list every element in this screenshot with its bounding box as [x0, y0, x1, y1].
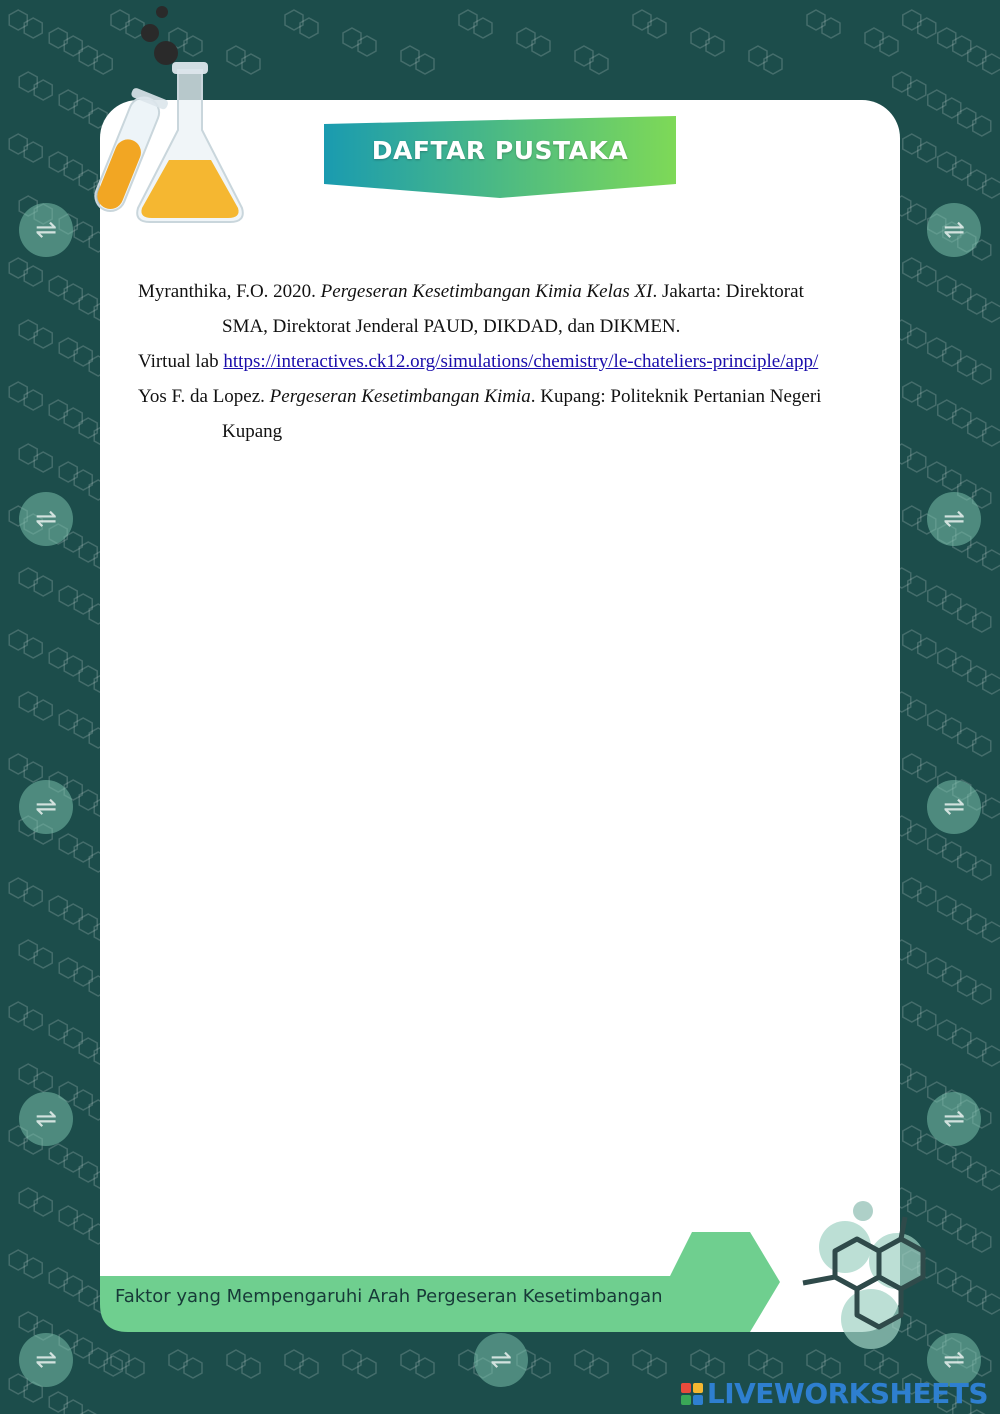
- hexagon-decoration: [59, 586, 92, 614]
- equilibrium-arrows-icon: ⇌: [474, 1333, 528, 1387]
- reference-text: Virtual lab: [138, 351, 224, 372]
- hexagon-decoration: [938, 152, 971, 180]
- hexagon-decoration: [9, 382, 42, 410]
- equilibrium-arrows-icon: ⇌: [19, 1333, 73, 1387]
- liveworksheets-logo-icon: [681, 1383, 703, 1405]
- hexagon-decoration: [227, 1350, 260, 1378]
- hexagon-decoration: [968, 418, 1000, 446]
- hexagon-decoration: [938, 896, 971, 924]
- hexagon-decoration: [938, 1268, 971, 1296]
- hexagon-decoration: [169, 1350, 202, 1378]
- equilibrium-arrows-icon: ⇌: [19, 492, 73, 546]
- footer-caption: Faktor yang Mempengaruhi Arah Pergeseran Kesetimbangan: [115, 1286, 663, 1307]
- hexagon-decoration: [49, 400, 82, 428]
- hexagon-decoration: [938, 276, 971, 304]
- equilibrium-arrows-icon: ⇌: [927, 780, 981, 834]
- virtual-lab-link[interactable]: https://interactives.ck12.org/simulations/chemistry/le-chateliers-principle/app/: [223, 351, 819, 372]
- equilibrium-arrows-icon: ⇌: [19, 203, 73, 257]
- hexagon-decoration: [19, 568, 52, 596]
- hexagon-decoration: [938, 28, 971, 56]
- hexagon-decoration: [19, 320, 52, 348]
- hexagon-decoration: [928, 834, 961, 862]
- hexagon-decoration: [459, 10, 492, 38]
- equilibrium-arrows-icon: ⇌: [927, 1333, 981, 1387]
- reference-text: Yos F. da Lopez.: [138, 386, 270, 407]
- hexagon-decoration: [938, 1144, 971, 1172]
- hexagon-decoration: [903, 134, 936, 162]
- hexagon-decoration: [59, 710, 92, 738]
- hexagon-decoration: [285, 10, 318, 38]
- hexagon-decoration: [401, 46, 434, 74]
- equilibrium-arrows-icon: ⇌: [19, 780, 73, 834]
- hexagon-decoration: [958, 852, 991, 880]
- hexagon-decoration: [9, 1002, 42, 1030]
- hexagon-decoration: [575, 46, 608, 74]
- hexagon-decoration: [517, 28, 550, 56]
- hexagon-decoration: [807, 10, 840, 38]
- equilibrium-arrows-icon: ⇌: [927, 1092, 981, 1146]
- hexagon-decoration: [59, 958, 92, 986]
- liveworksheets-watermark: [681, 1377, 988, 1410]
- hexagon-decoration: [968, 914, 1000, 942]
- reference-item: [138, 344, 871, 379]
- hexagon-decoration: [968, 1038, 1000, 1066]
- reference-continuation: SMA, Direktorat Jenderal PAUD, DIKDAD, dan DIKMEN.: [222, 316, 681, 337]
- hexagon-decoration: [938, 648, 971, 676]
- hexagon-decoration: [928, 90, 961, 118]
- watermark-text: LIVEWORKSHEETS: [706, 1377, 988, 1410]
- hexagon-decoration: [49, 1268, 82, 1296]
- hexagon-decoration: [633, 10, 666, 38]
- hexagon-decoration: [9, 258, 42, 286]
- hexagon-decoration: [59, 462, 92, 490]
- hexagon-decoration: [958, 728, 991, 756]
- hexagon-decoration: [903, 382, 936, 410]
- hexagon-decoration: [968, 1410, 1000, 1414]
- reference-continuation-row: [138, 309, 871, 344]
- hexagon-decoration: [691, 28, 724, 56]
- hexagon-decoration: [968, 666, 1000, 694]
- hexagon-decoration: [343, 1350, 376, 1378]
- hexagon-decoration: [401, 1350, 434, 1378]
- hexagon-decoration: [968, 1162, 1000, 1190]
- hexagon-decoration: [343, 28, 376, 56]
- hexagon-decoration: [968, 294, 1000, 322]
- hexagon-decoration: [9, 10, 42, 38]
- hexagon-decoration: [893, 72, 926, 100]
- hexagon-decoration: [958, 976, 991, 1004]
- molecule-structure-icon: [775, 1195, 935, 1355]
- hexagon-decoration: [9, 878, 42, 906]
- hexagon-decoration: [49, 896, 82, 924]
- hexagon-decoration: [59, 1206, 92, 1234]
- equilibrium-arrows-icon: ⇌: [19, 1092, 73, 1146]
- reference-list: [138, 274, 871, 449]
- hexagon-decoration: [865, 28, 898, 56]
- hexagon-decoration: [633, 1350, 666, 1378]
- reference-title: Pergeseran Kesetimbangan Kimia: [269, 386, 531, 407]
- hexagon-decoration: [49, 648, 82, 676]
- hexagon-decoration: [968, 1286, 1000, 1314]
- hexagon-decoration: [928, 710, 961, 738]
- hexagon-decoration: [19, 692, 52, 720]
- hexagon-decoration: [59, 338, 92, 366]
- hexagon-decoration: [958, 356, 991, 384]
- reference-item: [138, 379, 871, 414]
- hexagon-decoration: [9, 1250, 42, 1278]
- hexagon-decoration: [928, 462, 961, 490]
- reference-text: . Jakarta: Direktorat: [652, 281, 804, 302]
- hexagon-decoration: [79, 1410, 112, 1414]
- hexagon-decoration: [938, 400, 971, 428]
- hexagon-decoration: [958, 1224, 991, 1252]
- hexagon-decoration: [19, 1064, 52, 1092]
- hexagon-decoration: [903, 754, 936, 782]
- reference-text: Myranthika, F.O. 2020.: [138, 281, 321, 302]
- footer-band: [100, 1232, 800, 1334]
- reference-continuation: Kupang: [222, 421, 283, 442]
- reference-continuation-row: [138, 414, 871, 449]
- page-title: DAFTAR PUSTAKA: [371, 135, 629, 165]
- hexagon-decoration: [968, 170, 1000, 198]
- hexagon-decoration: [938, 1020, 971, 1048]
- hexagon-decoration: [958, 108, 991, 136]
- hexagon-decoration: [928, 586, 961, 614]
- equilibrium-arrows-icon: ⇌: [927, 203, 981, 257]
- hexagon-decoration: [49, 276, 82, 304]
- reference-title: Pergeseran Kesetimbangan Kimia Kelas XI: [320, 281, 653, 302]
- hexagon-decoration: [19, 444, 52, 472]
- hexagon-decoration: [19, 940, 52, 968]
- hexagon-decoration: [903, 258, 936, 286]
- hexagon-decoration: [903, 878, 936, 906]
- hexagon-decoration: [928, 338, 961, 366]
- hexagon-decoration: [49, 1392, 82, 1414]
- equilibrium-arrows-icon: ⇌: [927, 492, 981, 546]
- hexagon-decoration: [691, 1350, 724, 1378]
- hexagon-decoration: [575, 1350, 608, 1378]
- hexagon-decoration: [968, 46, 1000, 74]
- hexagon-decoration: [49, 1144, 82, 1172]
- reference-item: [138, 274, 871, 309]
- reference-text: . Kupang: Politeknik Pertanian Negeri: [530, 386, 822, 407]
- hexagon-decoration: [903, 630, 936, 658]
- hexagon-decoration: [968, 542, 1000, 570]
- hexagon-decoration: [49, 1020, 82, 1048]
- hexagon-decoration: [19, 1188, 52, 1216]
- chemistry-flasks-icon: [70, 0, 260, 235]
- hexagon-decoration: [9, 754, 42, 782]
- hexagon-decoration: [749, 46, 782, 74]
- hexagon-decoration: [9, 630, 42, 658]
- hexagon-decoration: [928, 958, 961, 986]
- hexagon-decoration: [903, 1002, 936, 1030]
- hexagon-decoration: [958, 604, 991, 632]
- hexagon-decoration: [285, 1350, 318, 1378]
- hexagon-decoration: [903, 10, 936, 38]
- hexagon-decoration: [59, 834, 92, 862]
- hexagon-decoration: [9, 134, 42, 162]
- hexagon-decoration: [19, 72, 52, 100]
